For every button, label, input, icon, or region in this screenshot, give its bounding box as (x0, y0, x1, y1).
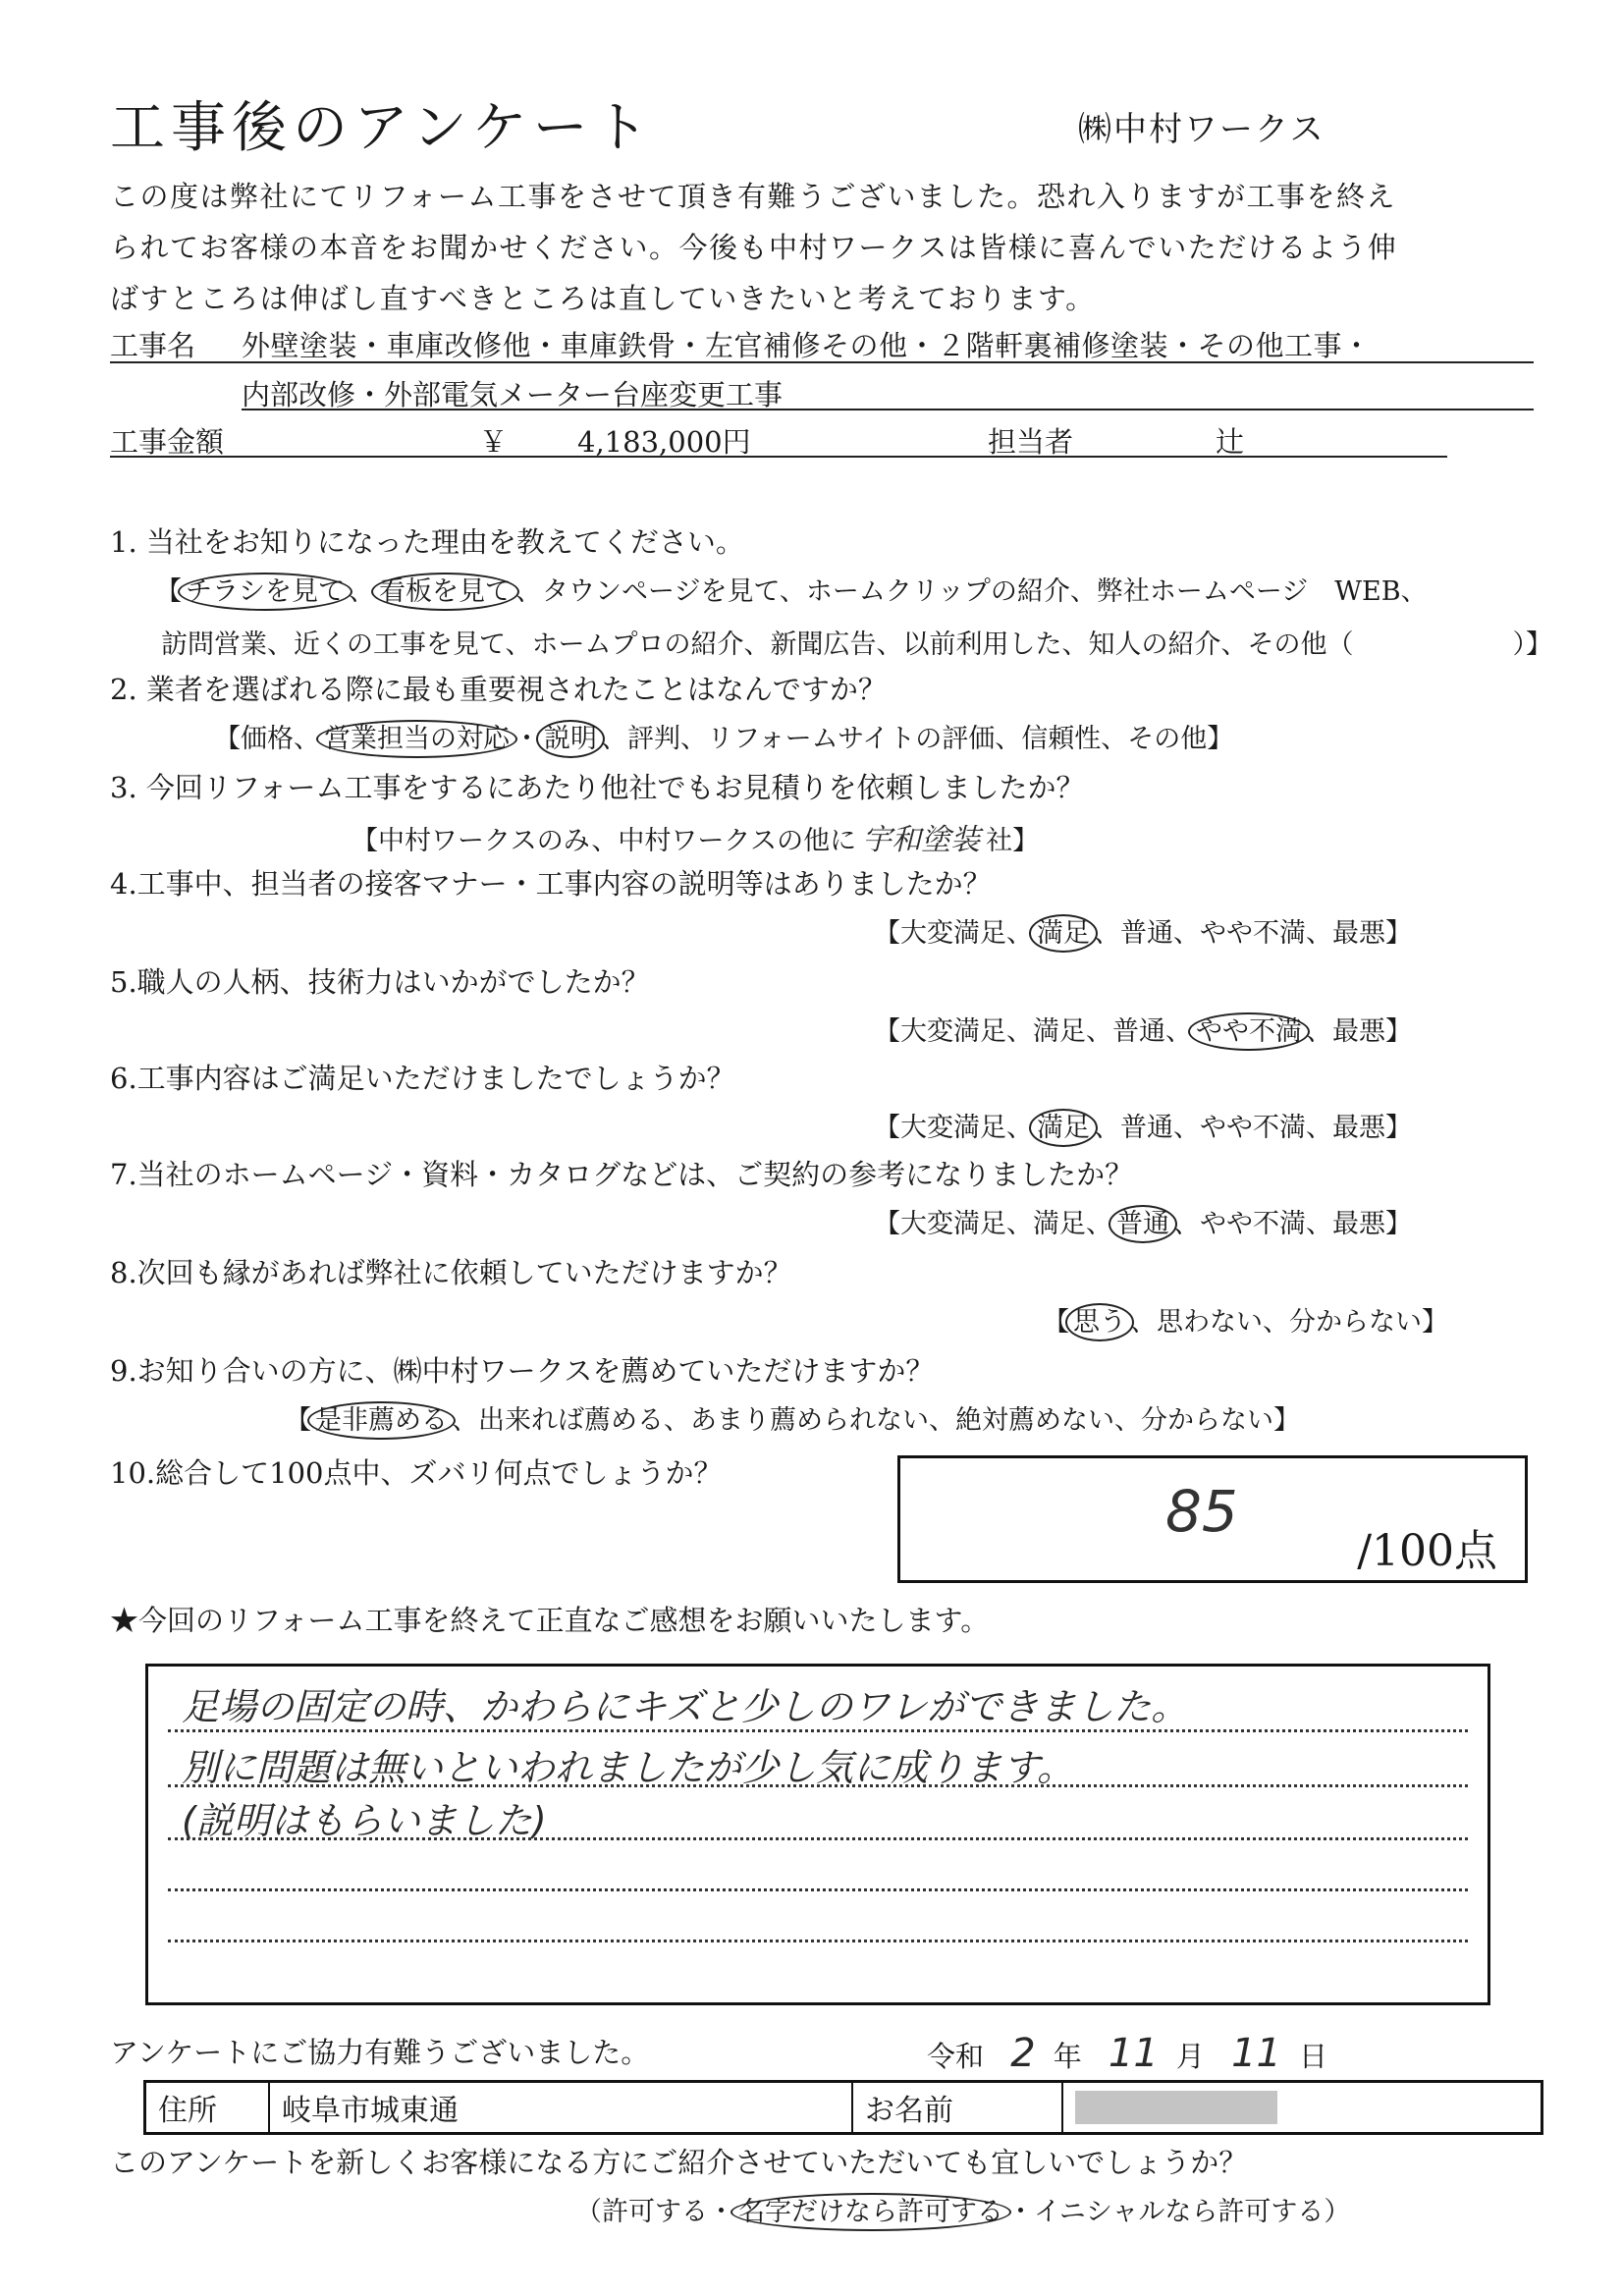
dotted-line (168, 1888, 1468, 1891)
q5-option[interactable]: 最悪 (1332, 1016, 1385, 1047)
project-name-line-2: 内部改修・外部電気メーター台座変更工事 (242, 378, 784, 411)
q6-option[interactable]: 普通 (1120, 1113, 1173, 1143)
question-2: 2. 業者を選ばれる際に最も重要視されたことはなんですか？ (110, 673, 887, 706)
redacted-name (1075, 2091, 1277, 2124)
q7-option[interactable]: 満足 (1033, 1209, 1086, 1239)
date: 令和 2 年 11 月 11 日 (927, 2031, 1327, 2076)
dotted-line (168, 1837, 1468, 1840)
survey-title: 工事後のアンケート (110, 96, 655, 160)
q9-option[interactable]: あまり薦められない (690, 1405, 929, 1436)
staff-value: 辻 (1216, 425, 1245, 459)
score-box[interactable] (897, 1455, 1528, 1583)
question-7: 7.当社のホームページ・資料・カタログなどは、ご契約の参考になりましたか？ (110, 1158, 1134, 1191)
q1-option[interactable]: ホームプロの紹介 (531, 629, 744, 660)
q3-option[interactable]: 中村ワークスのみ (378, 826, 592, 856)
date-day[interactable]: 11 (1231, 2031, 1281, 2076)
q2-option[interactable]: 評判 (627, 724, 680, 754)
question-10: 10.総合して100点中、ズバリ何点でしょうか？ (110, 1456, 723, 1490)
permission-option[interactable]: 許可する (602, 2197, 708, 2227)
permission-option-selected[interactable]: 名字だけなら許可する (730, 2193, 1011, 2231)
intro-line-2: られてお客様の本音をお聞かせください。今後も中村ワークスは皆様に喜んでいただけるよう伸 (110, 231, 1398, 264)
q3-option[interactable]: 中村ワークスの他に (618, 826, 857, 856)
q1-option[interactable]: 弊社ホームページ WEB (1096, 576, 1401, 607)
q1-option[interactable]: 訪問営業 (161, 629, 267, 660)
q2-option[interactable]: リフォームサイトの評価 (707, 724, 996, 754)
q4-option-selected[interactable]: 満足 (1029, 914, 1098, 953)
q8-option[interactable]: 分からない (1289, 1307, 1422, 1338)
name-label: お名前 (853, 2083, 1063, 2132)
divider (110, 456, 1447, 458)
project-name-line-1: 外壁塗装・車庫改修他・車庫鉄骨・左官補修その他・２階軒裏補修塗装・その他工事・ (242, 329, 1372, 362)
q7-option[interactable]: 大変満足 (900, 1209, 1006, 1239)
address-value[interactable]: 岐阜市城東通 (270, 2083, 853, 2132)
q8-option-selected[interactable]: 思う (1065, 1303, 1134, 1341)
divider (242, 409, 1534, 410)
q2-option-selected[interactable]: 説明 (536, 720, 605, 758)
q1-option[interactable]: その他（ ） (1247, 629, 1526, 660)
date-month[interactable]: 11 (1108, 2031, 1159, 2076)
q2-option[interactable]: 信頼性 (1021, 724, 1102, 754)
staff-label: 担当者 (988, 425, 1074, 459)
currency-symbol: ￥ (479, 425, 509, 459)
amount-label: 工事金額 (110, 425, 225, 459)
amount-value: 4,183,000円 (577, 425, 751, 459)
question-8: 8.次回も縁があれば弊社に依頼していただけますか？ (110, 1256, 792, 1289)
q4-option[interactable]: 大変満足 (900, 918, 1006, 949)
q5-option-selected[interactable]: やや不満 (1188, 1012, 1310, 1051)
q5-option[interactable]: 大変満足 (900, 1016, 1006, 1047)
q2-option[interactable]: その他 (1127, 724, 1208, 754)
q6-options: 【大変満足、 満足 、普通、やや不満、最悪】 (874, 1106, 1412, 1144)
question-3: 3. 今回リフォーム工事をするにあたり他社でもお見積りを依頼しましたか？ (110, 771, 1085, 804)
q5-options: 【大変満足、満足、普通、 やや不満 、最悪】 (874, 1010, 1412, 1048)
intro-line-1: この度は弊社にてリフォーム工事をさせて頂き有難うございました。恐れ入りますが工事を終え (110, 180, 1397, 213)
address-label: 住所 (146, 2083, 270, 2132)
q8-options: 【 思う 、思わない、分からない】 (1043, 1300, 1448, 1339)
q1-option[interactable]: タウンページを見て (542, 576, 780, 607)
permission-options: （許可する・ 名字だけなら許可する ・イニシャルなら許可する） (575, 2190, 1350, 2228)
q5-option[interactable]: 普通 (1112, 1016, 1165, 1047)
name-field[interactable] (1063, 2083, 1541, 2132)
comment-line-1: 足場の固定の時、かわらにキズと少しのワレができました。 (182, 1685, 1189, 1728)
q6-option[interactable]: 最悪 (1332, 1113, 1385, 1143)
q9-option[interactable]: 絶対薦めない (955, 1405, 1114, 1436)
q4-option[interactable]: やや不満 (1200, 918, 1306, 949)
q4-option[interactable]: 普通 (1120, 918, 1173, 949)
q2-option-selected[interactable]: 営業担当の対応 (316, 720, 517, 758)
score-value[interactable]: 85 (1165, 1478, 1238, 1545)
q7-option[interactable]: 最悪 (1332, 1209, 1385, 1239)
q5-option[interactable]: 満足 (1033, 1016, 1086, 1047)
comment-line-2: 別に問題は無いといわれましたが少し気に成ります。 (182, 1746, 1074, 1789)
question-9: 9.お知り合いの方に、㈱中村ワークスを薦めていただけますか？ (110, 1354, 935, 1388)
q3-options: 【中村ワークスのみ、中村ワークスの他に 宇和塗装 社】 (352, 823, 1040, 857)
dotted-line (168, 1940, 1468, 1942)
q1-option-selected[interactable]: 看板を見て (371, 573, 519, 611)
q4-option[interactable]: 最悪 (1332, 918, 1385, 949)
q8-option[interactable]: 思わない (1157, 1307, 1263, 1338)
dotted-line (168, 1784, 1468, 1787)
company-name: ㈱中村ワークス (1078, 110, 1325, 149)
intro-line-3: ばすところは伸ばし直すべきところは直していきたいと考えております。 (110, 282, 1096, 315)
q1-option[interactable]: 新聞広告 (770, 629, 877, 660)
q3-other-company-input[interactable]: 宇和塗装 (862, 823, 981, 857)
q1-option[interactable]: ホームクリップの紹介 (805, 576, 1070, 607)
dotted-line (168, 1729, 1468, 1732)
q2-options: 【価格、 営業担当の対応 ・ 説明 、評判、リフォームサイトの評価、信頼性、その他】 (214, 717, 1233, 755)
date-year[interactable]: 2 (1010, 2031, 1036, 2076)
question-6: 6.工事内容はご満足いただけましたでしょうか？ (110, 1062, 735, 1095)
q9-option[interactable]: 分からない (1141, 1405, 1273, 1436)
permission-question: このアンケートを新しくお客様になる方にご紹介させていただいても宜しいでしょうか？ (110, 2146, 1248, 2179)
q9-option-selected[interactable]: 是非薦める (307, 1401, 456, 1440)
q7-option-selected[interactable]: 普通 (1109, 1205, 1177, 1243)
q1-option-selected[interactable]: チラシを見て (178, 573, 352, 611)
q1-option[interactable]: 近くの工事を見て (294, 629, 506, 660)
q9-option[interactable]: 出来れば薦める (478, 1405, 664, 1436)
divider (110, 361, 1534, 363)
question-1: 1. 当社をお知りになった理由を教えてください。 (110, 525, 744, 559)
q2-option[interactable]: 価格 (241, 724, 294, 754)
q1-option[interactable]: 以前利用した (902, 629, 1062, 660)
q6-option[interactable]: やや不満 (1200, 1113, 1306, 1143)
comment-box[interactable] (145, 1664, 1490, 2005)
q1-options-line-1: 【 チラシを見て 、 看板を見て 、タウンページを見て、ホームクリップの紹介、弊社ホームページ WEB、 (155, 570, 1428, 608)
comment-prompt: ★今回のリフォーム工事を終えて正直なご感想をお願いいたします。 (110, 1604, 990, 1637)
permission-option[interactable]: イニシャルなら許可する (1034, 2197, 1325, 2227)
q1-options-line-2: 訪問営業、近くの工事を見て、ホームプロの紹介、新聞広告、以前利用した、知人の紹介、その他（ ）】 (161, 629, 1552, 660)
score-suffix: /100点 (1357, 1526, 1497, 1576)
q6-option-selected[interactable]: 満足 (1029, 1109, 1098, 1147)
q1-option[interactable]: 知人の紹介 (1088, 629, 1221, 660)
address-table (143, 2080, 1543, 2135)
q9-options: 【 是非薦める 、出来れば薦める、あまり薦められない、絶対薦めない、分からない】 (285, 1398, 1300, 1437)
question-5: 5.職人の人柄、技術力はいかがでしたか？ (110, 965, 650, 999)
q4-options: 【大変満足、 満足 、普通、やや不満、最悪】 (874, 911, 1412, 950)
q6-option[interactable]: 大変満足 (900, 1113, 1006, 1143)
project-name-label: 工事名 (110, 329, 196, 362)
comment-line-3: (説明はもらいました) (182, 1799, 547, 1842)
q7-option[interactable]: やや不満 (1200, 1209, 1306, 1239)
question-4: 4.工事中、担当者の接客マナー・工事内容の説明等はありましたか？ (110, 867, 992, 901)
thanks-text: アンケートにご協力有難うございました。 (110, 2036, 650, 2069)
q7-options: 【大変満足、満足、 普通 、やや不満、最悪】 (874, 1202, 1412, 1240)
